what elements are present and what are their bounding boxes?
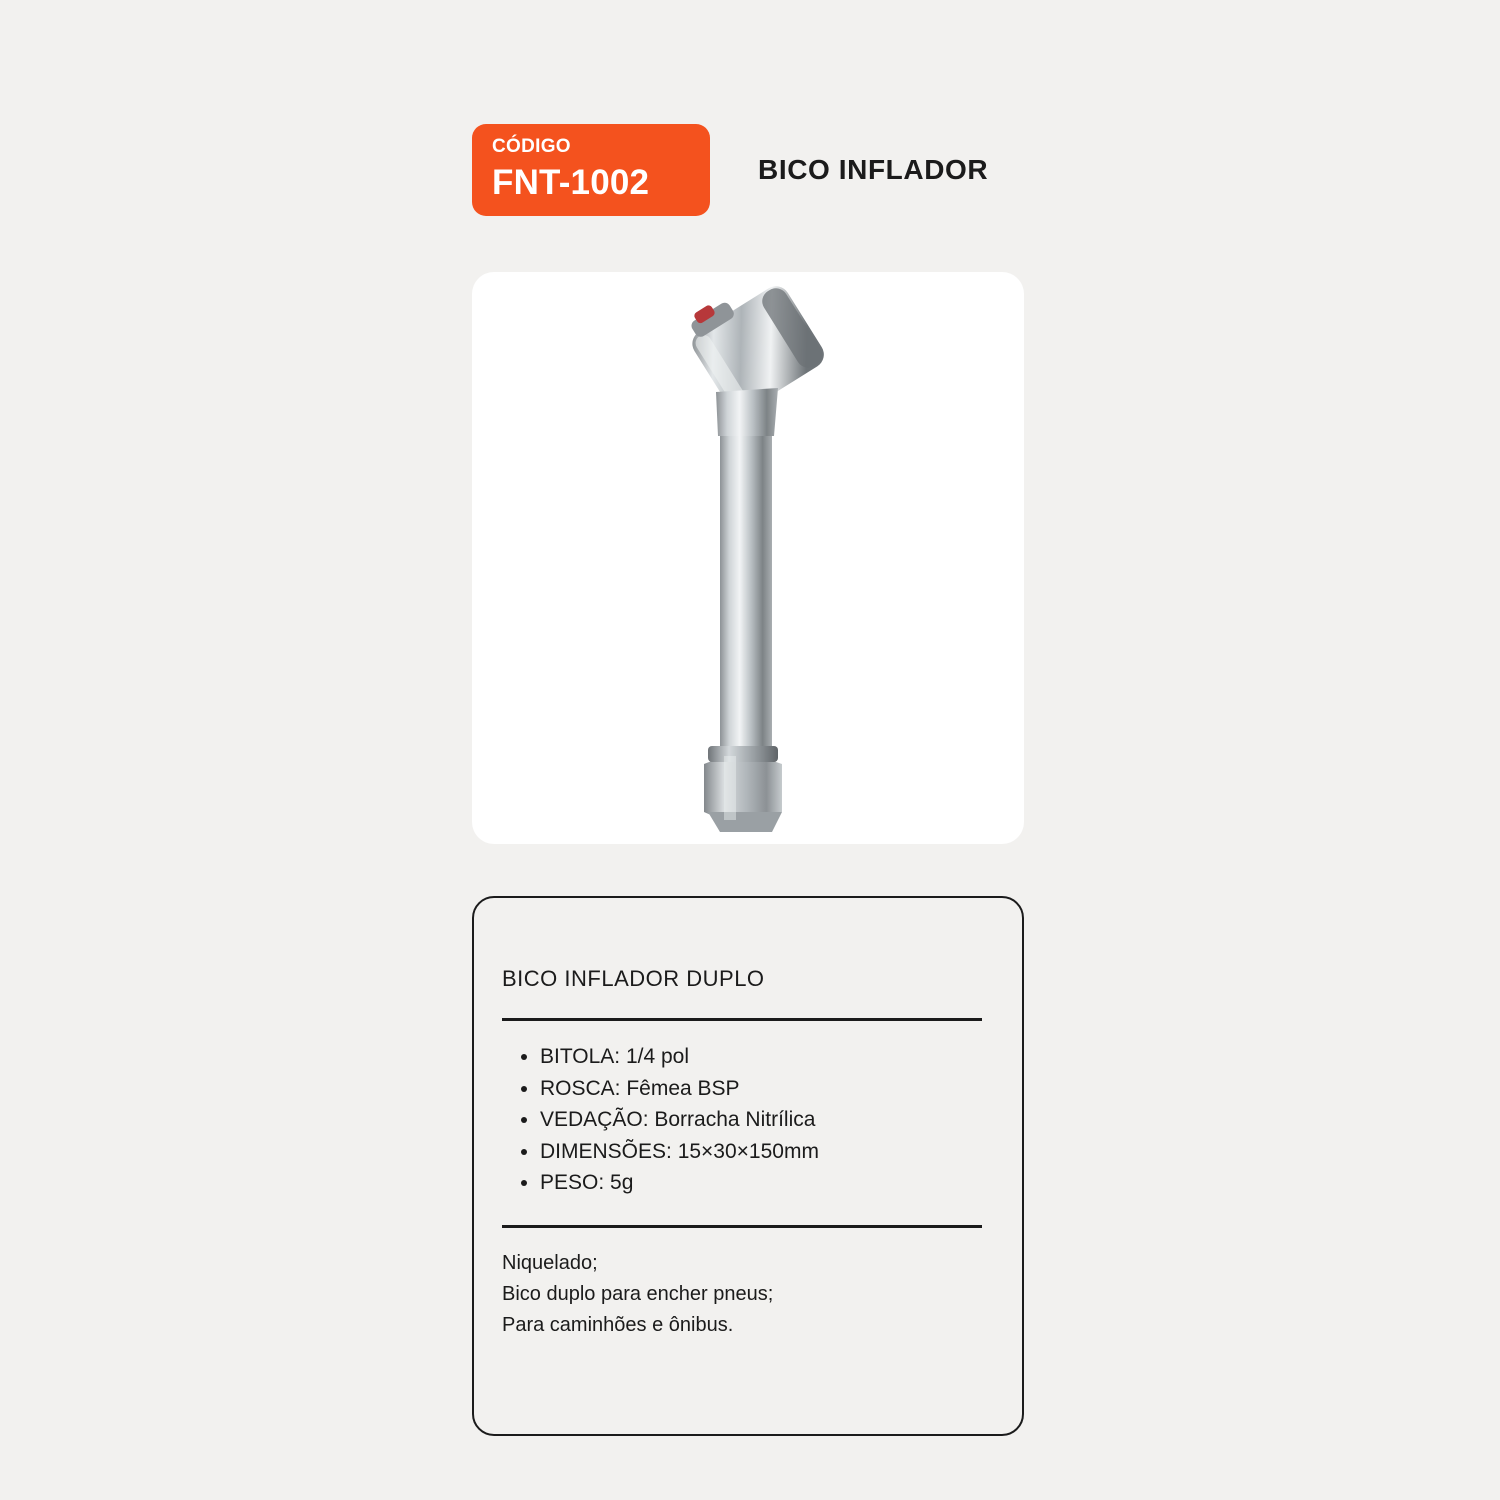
code-value: FNT-1002 [492, 162, 650, 202]
list-item: • VEDAÇÃO: Borracha Nitrílica [540, 1104, 982, 1136]
product-header [472, 124, 988, 216]
code-label: CÓDIGO [492, 136, 571, 157]
note-line: Bico duplo para encher pneus; [502, 1282, 774, 1305]
list-item: • BITOLA: 1/4 pol [540, 1041, 982, 1073]
chrome-double-inflator-nozzle-icon [472, 272, 1024, 844]
list-item: • DIMENSÕES: 15×30×150mm [540, 1136, 982, 1168]
divider-bottom [502, 1225, 982, 1228]
product-image-card [472, 272, 1024, 844]
spec-heading: BICO INFLADOR DUPLO [502, 966, 765, 991]
list-item: • ROSCA: Fêmea BSP [540, 1073, 982, 1105]
list-item: • PESO: 5g [540, 1167, 982, 1199]
product-code-badge [472, 124, 710, 216]
notes-block [502, 1248, 982, 1341]
specification-card [472, 896, 1024, 1436]
note-line: Para caminhões e ônibus. [502, 1313, 734, 1336]
spec-list [502, 1041, 982, 1199]
page-title: BICO INFLADOR [758, 154, 989, 185]
note-line: Niquelado; [502, 1251, 598, 1274]
divider-top [502, 1018, 982, 1021]
